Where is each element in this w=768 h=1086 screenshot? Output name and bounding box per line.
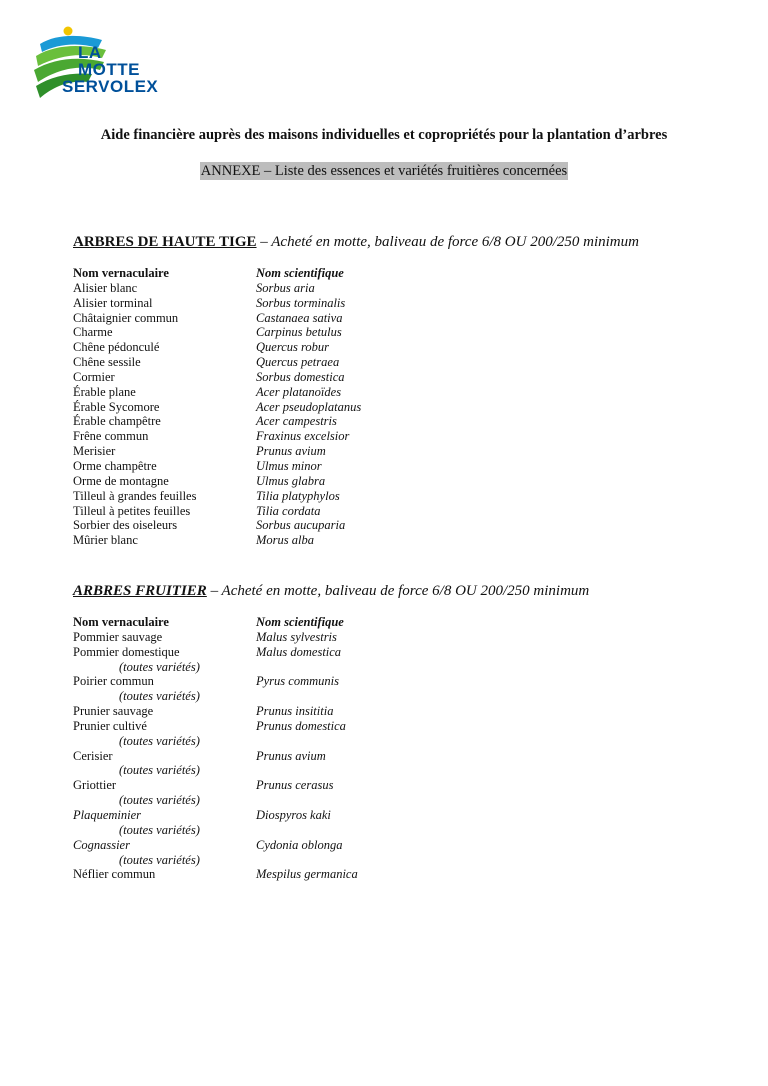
vernacular-name: Orme champêtre: [73, 458, 157, 473]
vernacular-name: Pommier domestique: [73, 644, 180, 659]
scientific-name: Quercus petraea: [256, 355, 340, 370]
vernacular-name: Châtaignier commun: [73, 310, 179, 325]
scientific-name: Sorbus aria: [256, 280, 315, 295]
annex-line: [0, 162, 768, 180]
scientific-name: Prunus domestica: [256, 718, 346, 733]
col-scientific-header: Nom scientifique: [256, 615, 344, 629]
col-scientific-header: Nom scientifique: [256, 266, 344, 280]
scientific-name: Sorbus aucuparia: [256, 518, 346, 533]
scientific-name: Prunus insititia: [256, 704, 334, 719]
scientific-name: Malus domestica: [256, 644, 342, 659]
varieties-note: (toutes variétés): [119, 659, 200, 674]
scientific-name: Malus sylvestris: [256, 629, 337, 644]
scientific-name: Morus alba: [256, 533, 314, 548]
logo-text-line2: MOTTE: [78, 60, 140, 79]
vernacular-name: Alisier blanc: [73, 280, 138, 295]
varieties-note: (toutes variétés): [119, 733, 200, 748]
scientific-name: Prunus avium: [256, 748, 326, 763]
section-fruitier-heading: [73, 583, 589, 600]
vernacular-name: Cormier: [73, 369, 115, 384]
vernacular-name: Plaqueminier: [73, 807, 142, 822]
section-fruitier-subtitle: – Acheté en motte, baliveau de force 6/8 OU 200/250 minimum: [206, 583, 590, 599]
scientific-name: Quercus robur: [256, 340, 330, 355]
vernacular-name: Érable plane: [73, 384, 136, 399]
vernacular-name: Frêne commun: [73, 429, 149, 444]
scientific-name: Tilia cordata: [256, 503, 321, 518]
scientific-name: Castanaea sativa: [256, 310, 343, 325]
annex-title: ANNEXE – Liste des essences et variétés fruitières concernées: [200, 163, 568, 179]
vernacular-name: Pommier sauvage: [73, 629, 163, 644]
scientific-name: Sorbus domestica: [256, 369, 345, 384]
col-vernacular-header: Nom vernaculaire: [73, 615, 169, 629]
vernacular-name: Chêne sessile: [73, 355, 141, 370]
scientific-name: Ulmus glabra: [256, 473, 326, 488]
scientific-name: Acer platanoïdes: [256, 384, 342, 399]
vernacular-name: Griottier: [73, 778, 117, 793]
varieties-note: (toutes variétés): [119, 763, 200, 778]
varieties-note: (toutes variétés): [119, 689, 200, 704]
scientific-name: Acer pseudoplatanus: [256, 399, 362, 414]
varieties-note: (toutes variétés): [119, 822, 200, 837]
vernacular-name: Cognassier: [73, 837, 130, 852]
scientific-name: Cydonia oblonga: [256, 837, 343, 852]
vernacular-name: Mûrier blanc: [73, 533, 138, 548]
scientific-name: Diospyros kaki: [256, 807, 331, 822]
scientific-name: Carpinus betulus: [256, 325, 342, 340]
scientific-name: Fraxinus excelsior: [256, 429, 350, 444]
scientific-name: Ulmus minor: [256, 458, 322, 473]
varieties-note: (toutes variétés): [119, 793, 200, 808]
vernacular-name: Poirier commun: [73, 674, 154, 689]
vernacular-name: Tilleul à grandes feuilles: [73, 488, 197, 503]
vernacular-name: Alisier torminal: [73, 295, 153, 310]
section-haute-tige-heading: [73, 234, 639, 251]
vernacular-name: Chêne pédonculé: [73, 340, 160, 355]
vernacular-name: Prunier cultivé: [73, 718, 147, 733]
vernacular-name: Orme de montagne: [73, 473, 169, 488]
scientific-name: Mespilus germanica: [256, 867, 358, 882]
varieties-note: (toutes variétés): [119, 852, 200, 867]
vernacular-name: Néflier commun: [73, 867, 156, 882]
section-fruitier-title: ARBRES FRUITIER: [73, 583, 207, 599]
page-title: Aide financière auprès des maisons individuelles et copropriétés pour la plantation d’arbres: [100, 127, 668, 143]
vernacular-name: Érable Sycomore: [73, 399, 160, 414]
section-haute-tige-title: ARBRES DE HAUTE TIGE: [73, 234, 257, 250]
scientific-name: Prunus cerasus: [256, 778, 334, 793]
vernacular-name: Érable champêtre: [73, 414, 161, 429]
logo-text-line1: LA: [78, 43, 102, 62]
vernacular-name: Charme: [73, 325, 113, 340]
col-vernacular-header: Nom vernaculaire: [73, 266, 169, 280]
vernacular-name: Tilleul à petites feuilles: [73, 503, 191, 518]
scientific-name: Prunus avium: [256, 444, 326, 459]
scientific-name: Acer campestris: [256, 414, 337, 429]
vernacular-name: Sorbier des oiseleurs: [73, 518, 178, 533]
logo: [32, 26, 159, 106]
vernacular-name: Cerisier: [73, 748, 113, 763]
scientific-name: Tilia platyphylos: [256, 488, 340, 503]
scientific-name: Sorbus torminalis: [256, 295, 346, 310]
logo-text-line3: SERVOLEX: [62, 77, 159, 96]
vernacular-name: Prunier sauvage: [73, 704, 154, 719]
scientific-name: Pyrus communis: [256, 674, 339, 689]
section-haute-tige-subtitle: – Acheté en motte, baliveau de force 6/8 OU 200/250 minimum: [256, 234, 639, 250]
vernacular-name: Merisier: [73, 444, 116, 459]
